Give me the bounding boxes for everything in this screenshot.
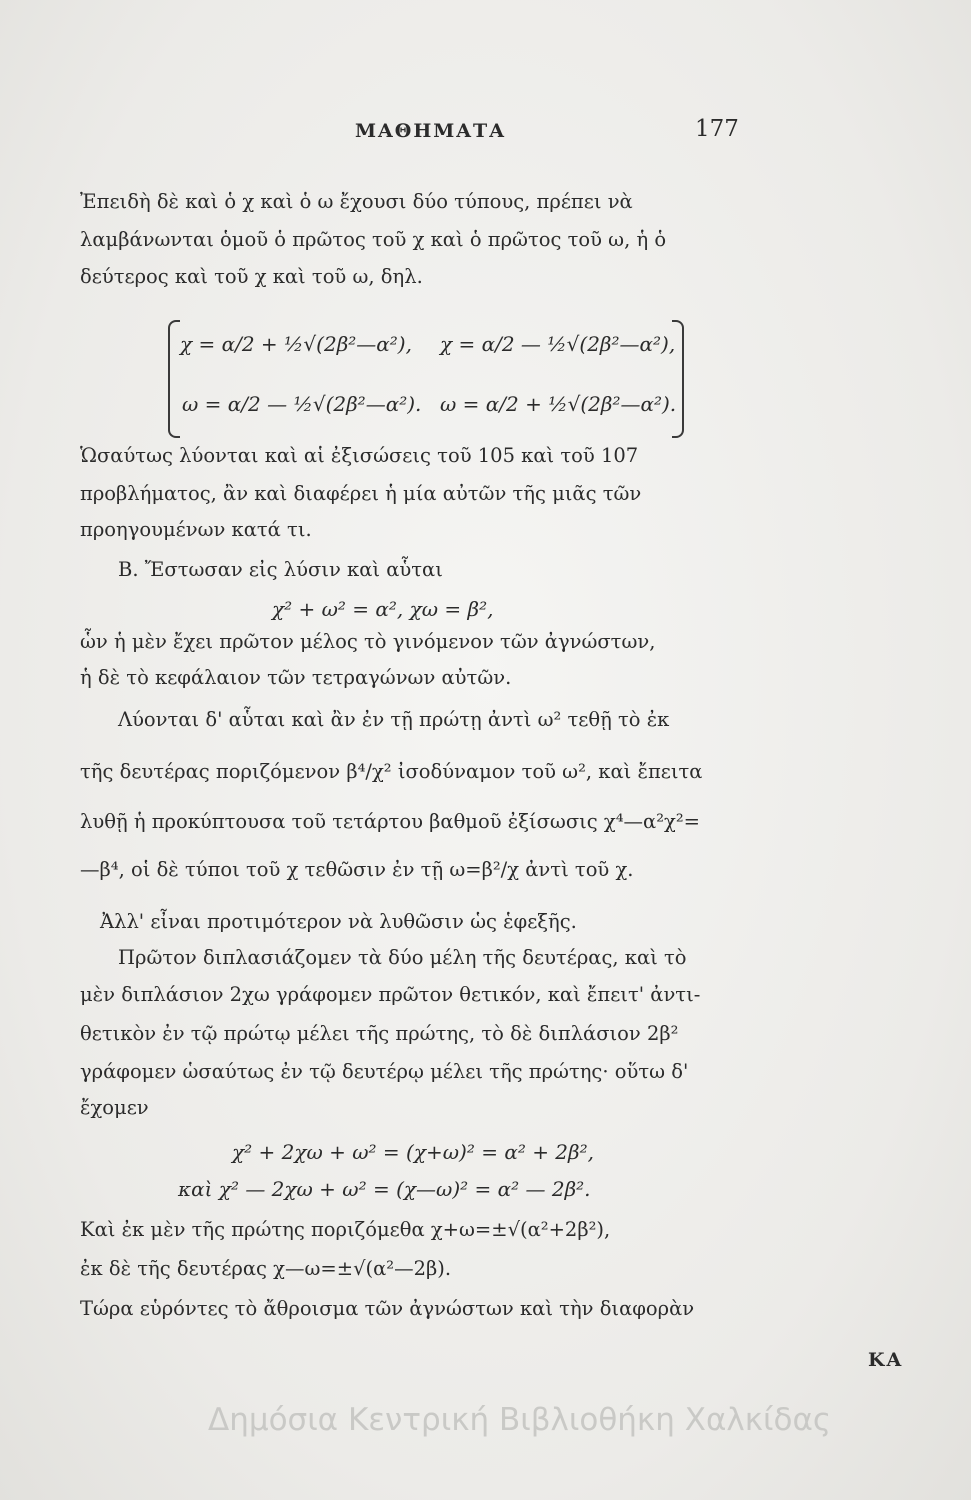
text-line: Ἐπειδὴ δὲ καὶ ὁ χ καὶ ὁ ω ἔχουσι δύο τύπους, πρέπει νὰ xyxy=(80,190,633,213)
text-line: Καὶ ἐκ μὲν τῆς πρώτης ποριζόμεθα χ+ω=±√(α²+2β²), xyxy=(80,1218,611,1241)
text-line: θετικὸν ἐν τῷ πρώτῳ μέλει τῆς πρώτης, τὸ δὲ διπλάσιον 2β² xyxy=(80,1022,679,1045)
equation-x2: χ = α/2 — ½√(2β²—α²), xyxy=(440,332,676,356)
signature-mark: ΚΑ xyxy=(868,1349,904,1371)
text-line: ἔχομεν xyxy=(80,1096,149,1119)
equation-system: χ² + ω² = α², χω = β², xyxy=(272,597,494,621)
text-line: λαμβάνωνται ὁμοῦ ὁ πρῶτος τοῦ χ καὶ ὁ πρῶτος τοῦ ω, ἡ ὁ xyxy=(80,228,667,251)
text-line: Ἀλλ' εἶναι προτιμότερον νὰ λυθῶσιν ὡς ἑφεξῆς. xyxy=(100,910,577,933)
text-line: —β⁴, οἱ δὲ τύποι τοῦ χ τεθῶσιν ἐν τῇ ω=β²/χ ἀντὶ τοῦ χ. xyxy=(80,858,634,881)
text-line: Λύονται δ' αὗται καὶ ἂν ἐν τῇ πρώτῃ ἀντὶ ω² τεθῇ τὸ ἐκ xyxy=(118,708,670,731)
equation-diff-square: καὶ χ² — 2χω + ω² = (χ—ω)² = α² — 2β². xyxy=(178,1177,591,1201)
text-line: προβλήματος, ἂν καὶ διαφέρει ἡ μία αὐτῶν τῆς μιᾶς τῶν xyxy=(80,482,642,505)
text-line: ἡ δὲ τὸ κεφάλαιον τῶν τετραγώνων αὐτῶν. xyxy=(80,666,512,689)
text-line: λυθῇ ἡ προκύπτουσα τοῦ τετάρτου βαθμοῦ ἐξίσωσις χ⁴—α²χ²= xyxy=(80,810,701,833)
text-line: Β. Ἔστωσαν εἰς λύσιν καὶ αὗται xyxy=(118,558,443,581)
equation-sum-square: χ² + 2χω + ω² = (χ+ω)² = α² + 2β², xyxy=(232,1140,594,1164)
text-line: τῆς δευτέρας ποριζόμενον β⁴/χ² ἰσοδύναμον τοῦ ω², καὶ ἔπειτα xyxy=(80,760,703,783)
equation-x1: χ = α/2 + ½√(2β²—α²), xyxy=(180,332,412,356)
text-line: Πρῶτον διπλασιάζομεν τὰ δύο μέλη τῆς δευτέρας, καὶ τὸ xyxy=(118,946,687,969)
equation-w2: ω = α/2 + ½√(2β²—α²). xyxy=(440,392,677,416)
text-line: Ὡσαύτως λύονται καὶ αἱ ἐξισώσεις τοῦ 105 καὶ τοῦ 107 xyxy=(80,444,639,467)
text-line: γράφομεν ὡσαύτως ἐν τῷ δευτέρῳ μέλει τῆς πρώτης· οὕτω δ' xyxy=(80,1060,689,1083)
equation-brace-right xyxy=(672,320,684,438)
text-line: δεύτερος καὶ τοῦ χ καὶ τοῦ ω, δηλ. xyxy=(80,265,423,288)
text-line: μὲν διπλάσιον 2χω γράφομεν πρῶτον θετικόν, καὶ ἔπειτ' ἀντι- xyxy=(80,983,701,1006)
equation-w1: ω = α/2 — ½√(2β²—α²). xyxy=(182,392,422,416)
text-line: Τώρα εὑρόντες τὸ ἄθροισμα τῶν ἀγνώστων καὶ τὴν διαφορὰν xyxy=(80,1297,695,1320)
text-line: ἐκ δὲ τῆς δευτέρας χ—ω=±√(α²—2β). xyxy=(80,1257,452,1280)
text-line: ὧν ἡ μὲν ἔχει πρῶτον μέλος τὸ γινόμενον τῶν ἀγνώστων, xyxy=(80,630,656,653)
page-number: 177 xyxy=(695,116,739,142)
page-header xyxy=(0,116,971,160)
running-title: ΜΑΘΗΜΑΤΑ xyxy=(355,120,506,142)
library-watermark: Δημόσια Κεντρική Βιβλιοθήκη Χαλκίδας xyxy=(208,1402,832,1438)
equation-brace-left xyxy=(168,320,180,438)
text-line: προηγουμένων κατά τι. xyxy=(80,518,312,541)
